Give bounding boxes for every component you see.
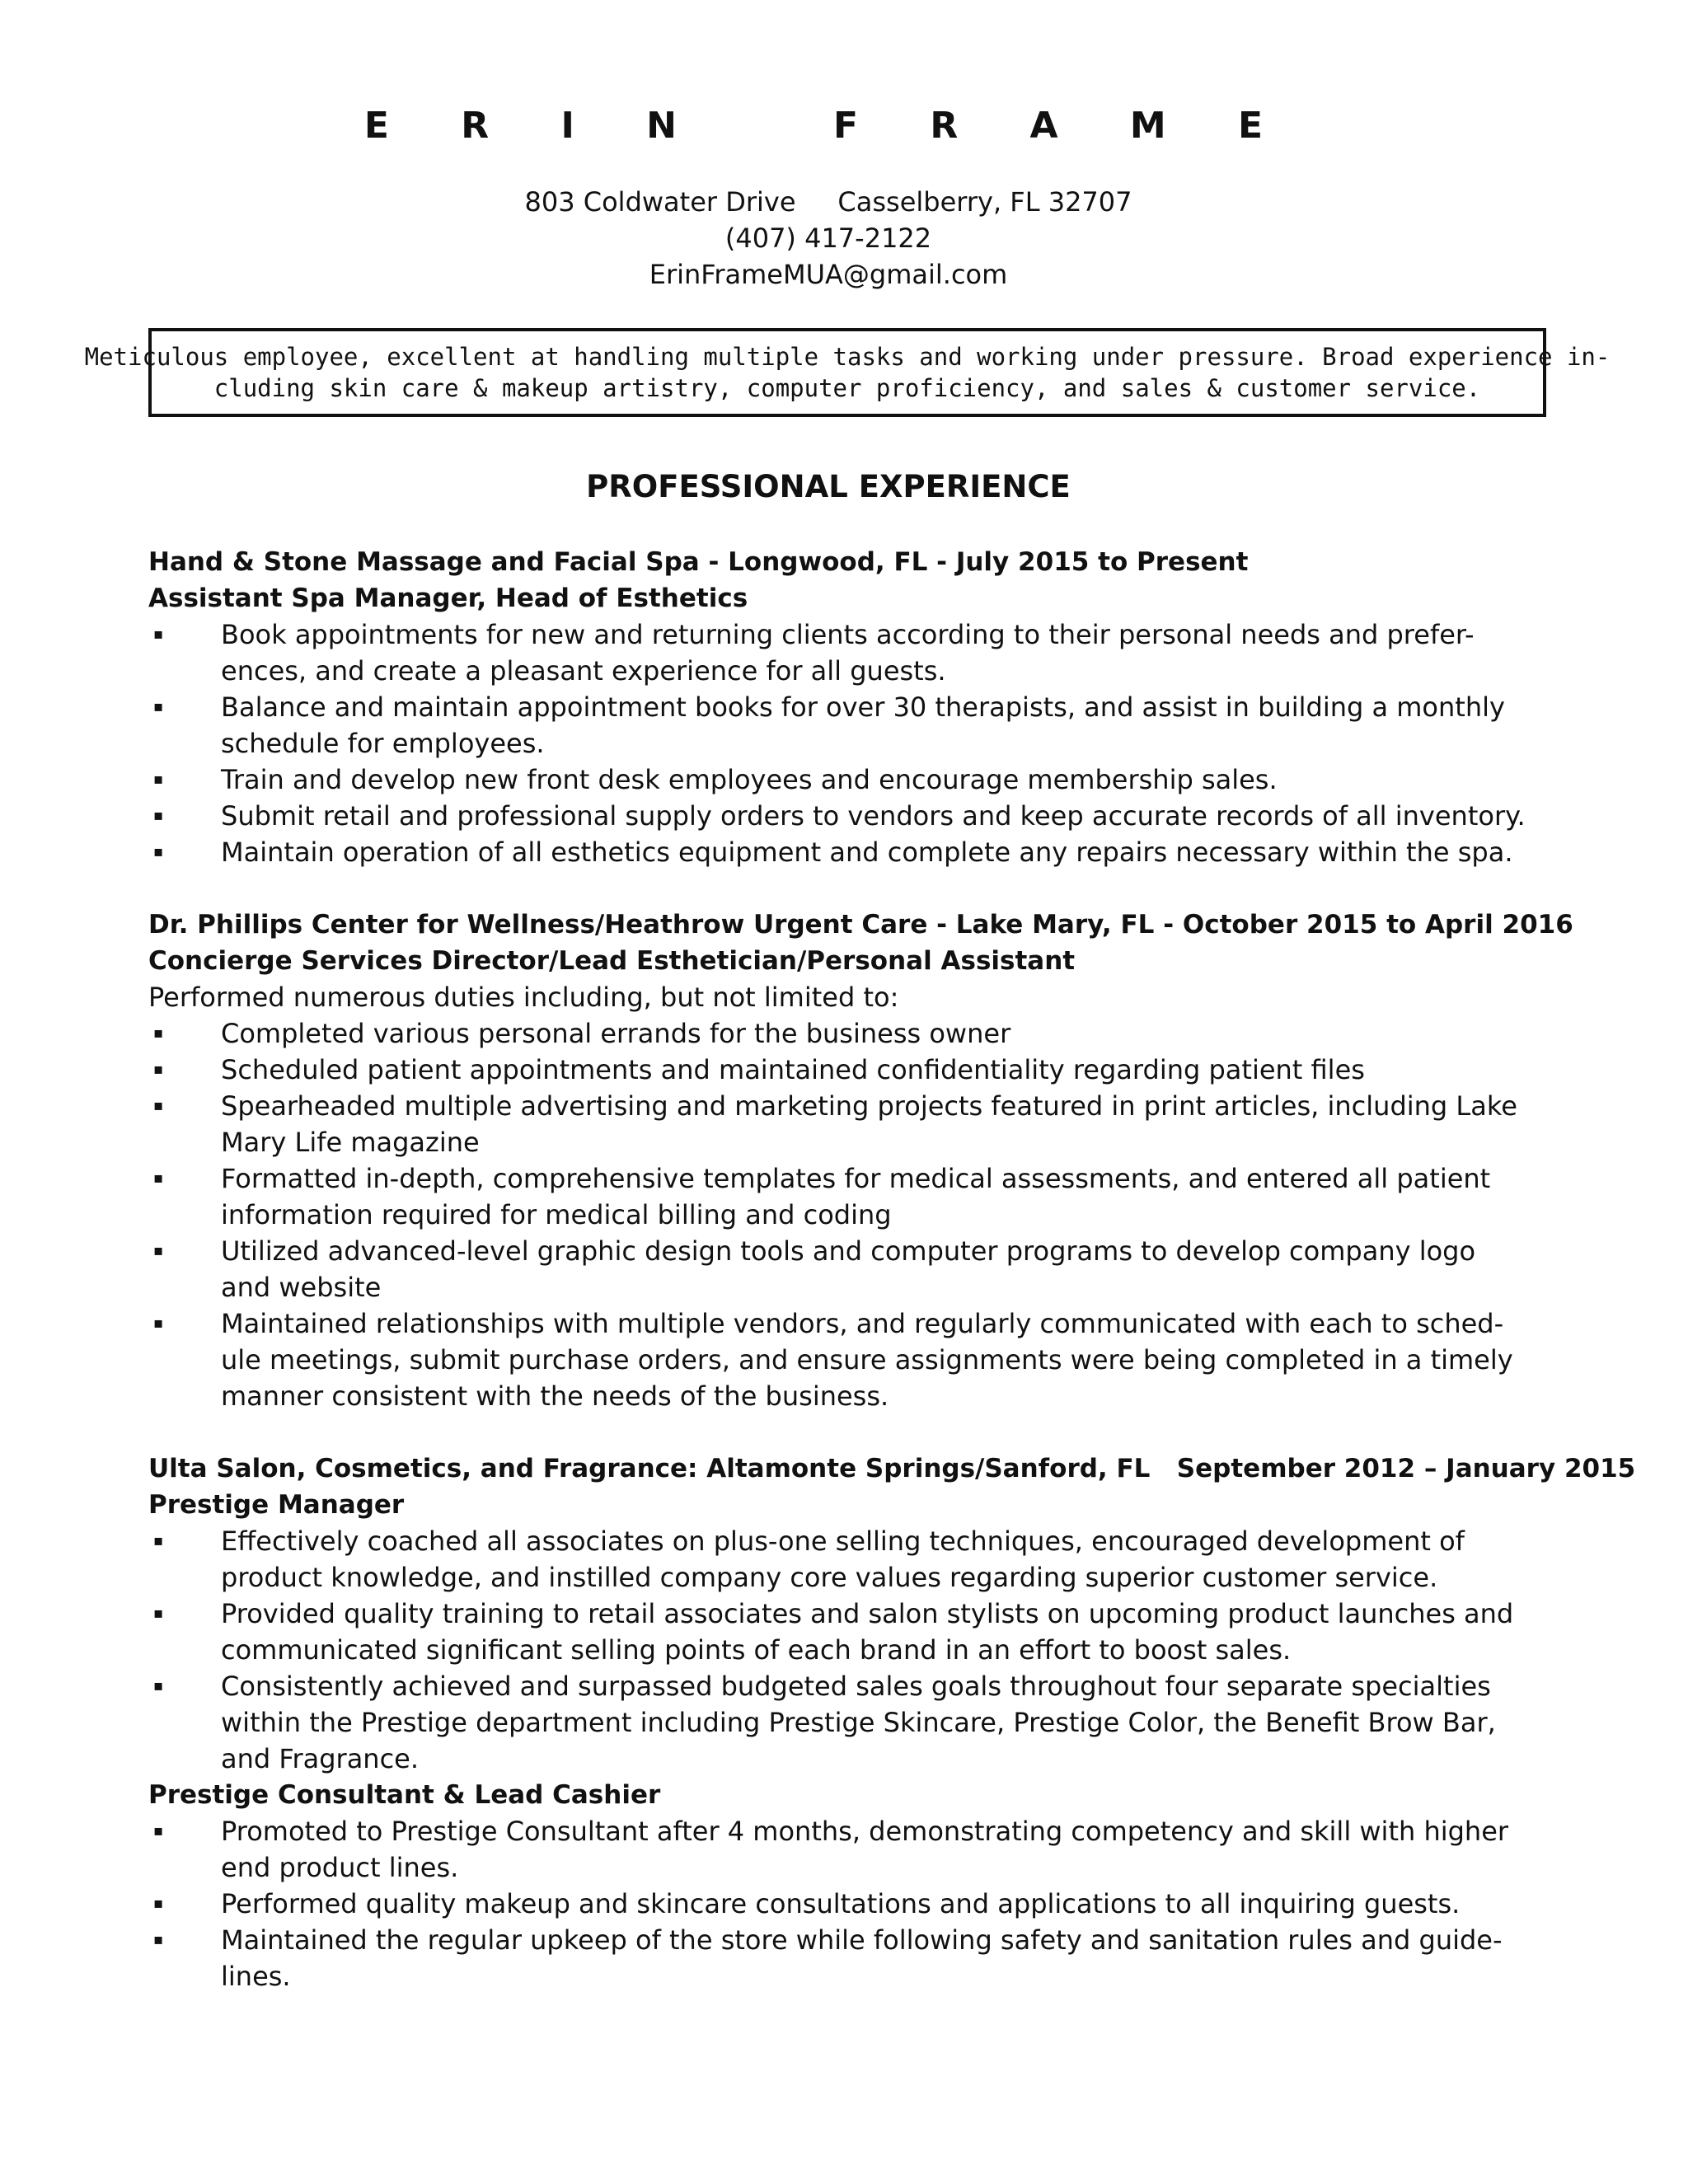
list-item: ▪ Balance and maintain appointment books for over 30 therapists, and assist in building a monthly schedule for employees.: [148, 689, 1566, 762]
job-title: Prestige Consultant & Lead Cashier: [148, 1780, 661, 1810]
bullet-icon: ▪: [153, 1242, 164, 1259]
list-item: ▪ Formatted in-depth, comprehensive templates for medical assessments, and entered all patient information required for medical billing and coding: [148, 1160, 1566, 1233]
bullet-list: [148, 1813, 1566, 1994]
phone: (407) 417-2122: [724, 223, 932, 254]
bullet-icon: ▪: [153, 1169, 164, 1187]
bullet-icon: ▪: [153, 1061, 164, 1078]
summary-line: Meticulous employee, excellent at handling multiple tasks and working under pressure. Broad experience in-: [84, 343, 1611, 371]
list-item: ▪ Consistently achieved and surpassed budgeted sales goals throughout four separate specialties within the Prestige department including Prestige Skincare, Prestige Color, the Benefit Brow Bar, and Fragrance.: [148, 1668, 1566, 1777]
list-item: ▪ Spearheaded multiple advertising and marketing projects featured in print articles, including Lake Mary Life magazine: [148, 1088, 1566, 1160]
job-heading: Dr. Phillips Center for Wellness/Heathrow Urgent Care - Lake Mary, FL - October 2015 to April 2016: [148, 910, 1573, 940]
bullet-icon: ▪: [153, 1822, 164, 1840]
job-title: Prestige Manager: [148, 1490, 405, 1520]
bullet-icon: ▪: [153, 1315, 164, 1332]
address: 803 Coldwater Drive Casselberry, FL 32707: [524, 186, 1132, 218]
list-item: ▪ Maintained relationships with multiple vendors, and regularly communicated with each to sched- ule meetings, submit purchase orders, and ensure assignments were being completed in a timely manner consistent with the needs of the business.: [148, 1305, 1566, 1414]
bullet-icon: ▪: [153, 771, 164, 788]
bullet-icon: ▪: [153, 1895, 164, 1912]
bullet-icon: ▪: [153, 1024, 164, 1042]
list-item: ▪ Utilized advanced-level graphic design tools and computer programs to develop company logo and website: [148, 1233, 1566, 1305]
job-intro: Performed numerous duties including, but not limited to:: [148, 982, 899, 1013]
job-title: Concierge Services Director/Lead Esthetician/Personal Assistant: [148, 946, 1076, 976]
bullet-icon: ▪: [153, 1605, 164, 1622]
bullet-icon: ▪: [153, 626, 164, 643]
experience-list: [148, 544, 1636, 1994]
summary-line: cluding skin care & makeup artistry, computer proficiency, and sales & customer service.: [213, 374, 1481, 402]
list-item: ▪ Performed quality makeup and skincare consultations and applications to all inquiring guests.: [148, 1886, 1566, 1922]
bullet-icon: ▪: [153, 843, 164, 860]
job-heading: Ulta Salon, Cosmetics, and Fragrance: Altamonte Springs/Sanford, FL September 2012 – January 2015: [148, 1454, 1636, 1483]
job-entry: [148, 544, 1566, 870]
bullet-list: [148, 1015, 1566, 1414]
bullet-icon: ▪: [153, 1931, 164, 1948]
list-item: ▪ Book appointments for new and returning clients according to their personal needs and prefer- ences, and create a pleasant experience for all guests.: [148, 616, 1566, 689]
list-item: ▪ Effectively coached all associates on plus-one selling techniques, encouraged development of product knowledge, and instilled company core values regarding superior customer service.: [148, 1523, 1566, 1596]
job-entry: [148, 1451, 1636, 1994]
bullet-icon: ▪: [153, 1097, 164, 1114]
job-entry: [148, 907, 1573, 1414]
bullet-list: [148, 616, 1566, 870]
job-title: Assistant Spa Manager, Head of Esthetics: [148, 583, 748, 613]
candidate-name: E R I N F R A M E: [363, 105, 1293, 147]
list-item: ▪ Promoted to Prestige Consultant after 4 months, demonstrating competency and skill with higher end product lines.: [148, 1813, 1566, 1886]
bullet-icon: ▪: [153, 1532, 164, 1549]
email: ErinFrameMUA@gmail.com: [649, 259, 1008, 290]
bullet-icon: ▪: [153, 807, 164, 824]
list-item: ▪ Maintained the regular upkeep of the store while following safety and sanitation rules and guide- lines.: [148, 1922, 1566, 1994]
list-item: ▪ Completed various personal errands for the business owner: [148, 1015, 1566, 1052]
list-item: ▪ Train and develop new front desk employees and encourage membership sales.: [148, 762, 1566, 798]
list-item: ▪ Maintain operation of all esthetics equipment and complete any repairs necessary within the spa.: [148, 834, 1566, 870]
bullet-icon: ▪: [153, 1677, 164, 1694]
section-title: PROFESSIONAL EXPERIENCE: [586, 469, 1071, 504]
job-heading: Hand & Stone Massage and Facial Spa - Longwood, FL - July 2015 to Present: [148, 547, 1249, 577]
bullet-list: [148, 1523, 1566, 1777]
summary-box: [84, 328, 1611, 417]
bullet-icon: ▪: [153, 698, 164, 715]
list-item: ▪ Scheduled patient appointments and maintained confidentiality regarding patient files: [148, 1052, 1566, 1088]
list-item: ▪ Submit retail and professional supply orders to vendors and keep accurate records of all inventory.: [148, 798, 1566, 834]
list-item: ▪ Provided quality training to retail associates and salon stylists on upcoming product launches and communicated significant selling points of each brand in an effort to boost sales.: [148, 1596, 1566, 1668]
